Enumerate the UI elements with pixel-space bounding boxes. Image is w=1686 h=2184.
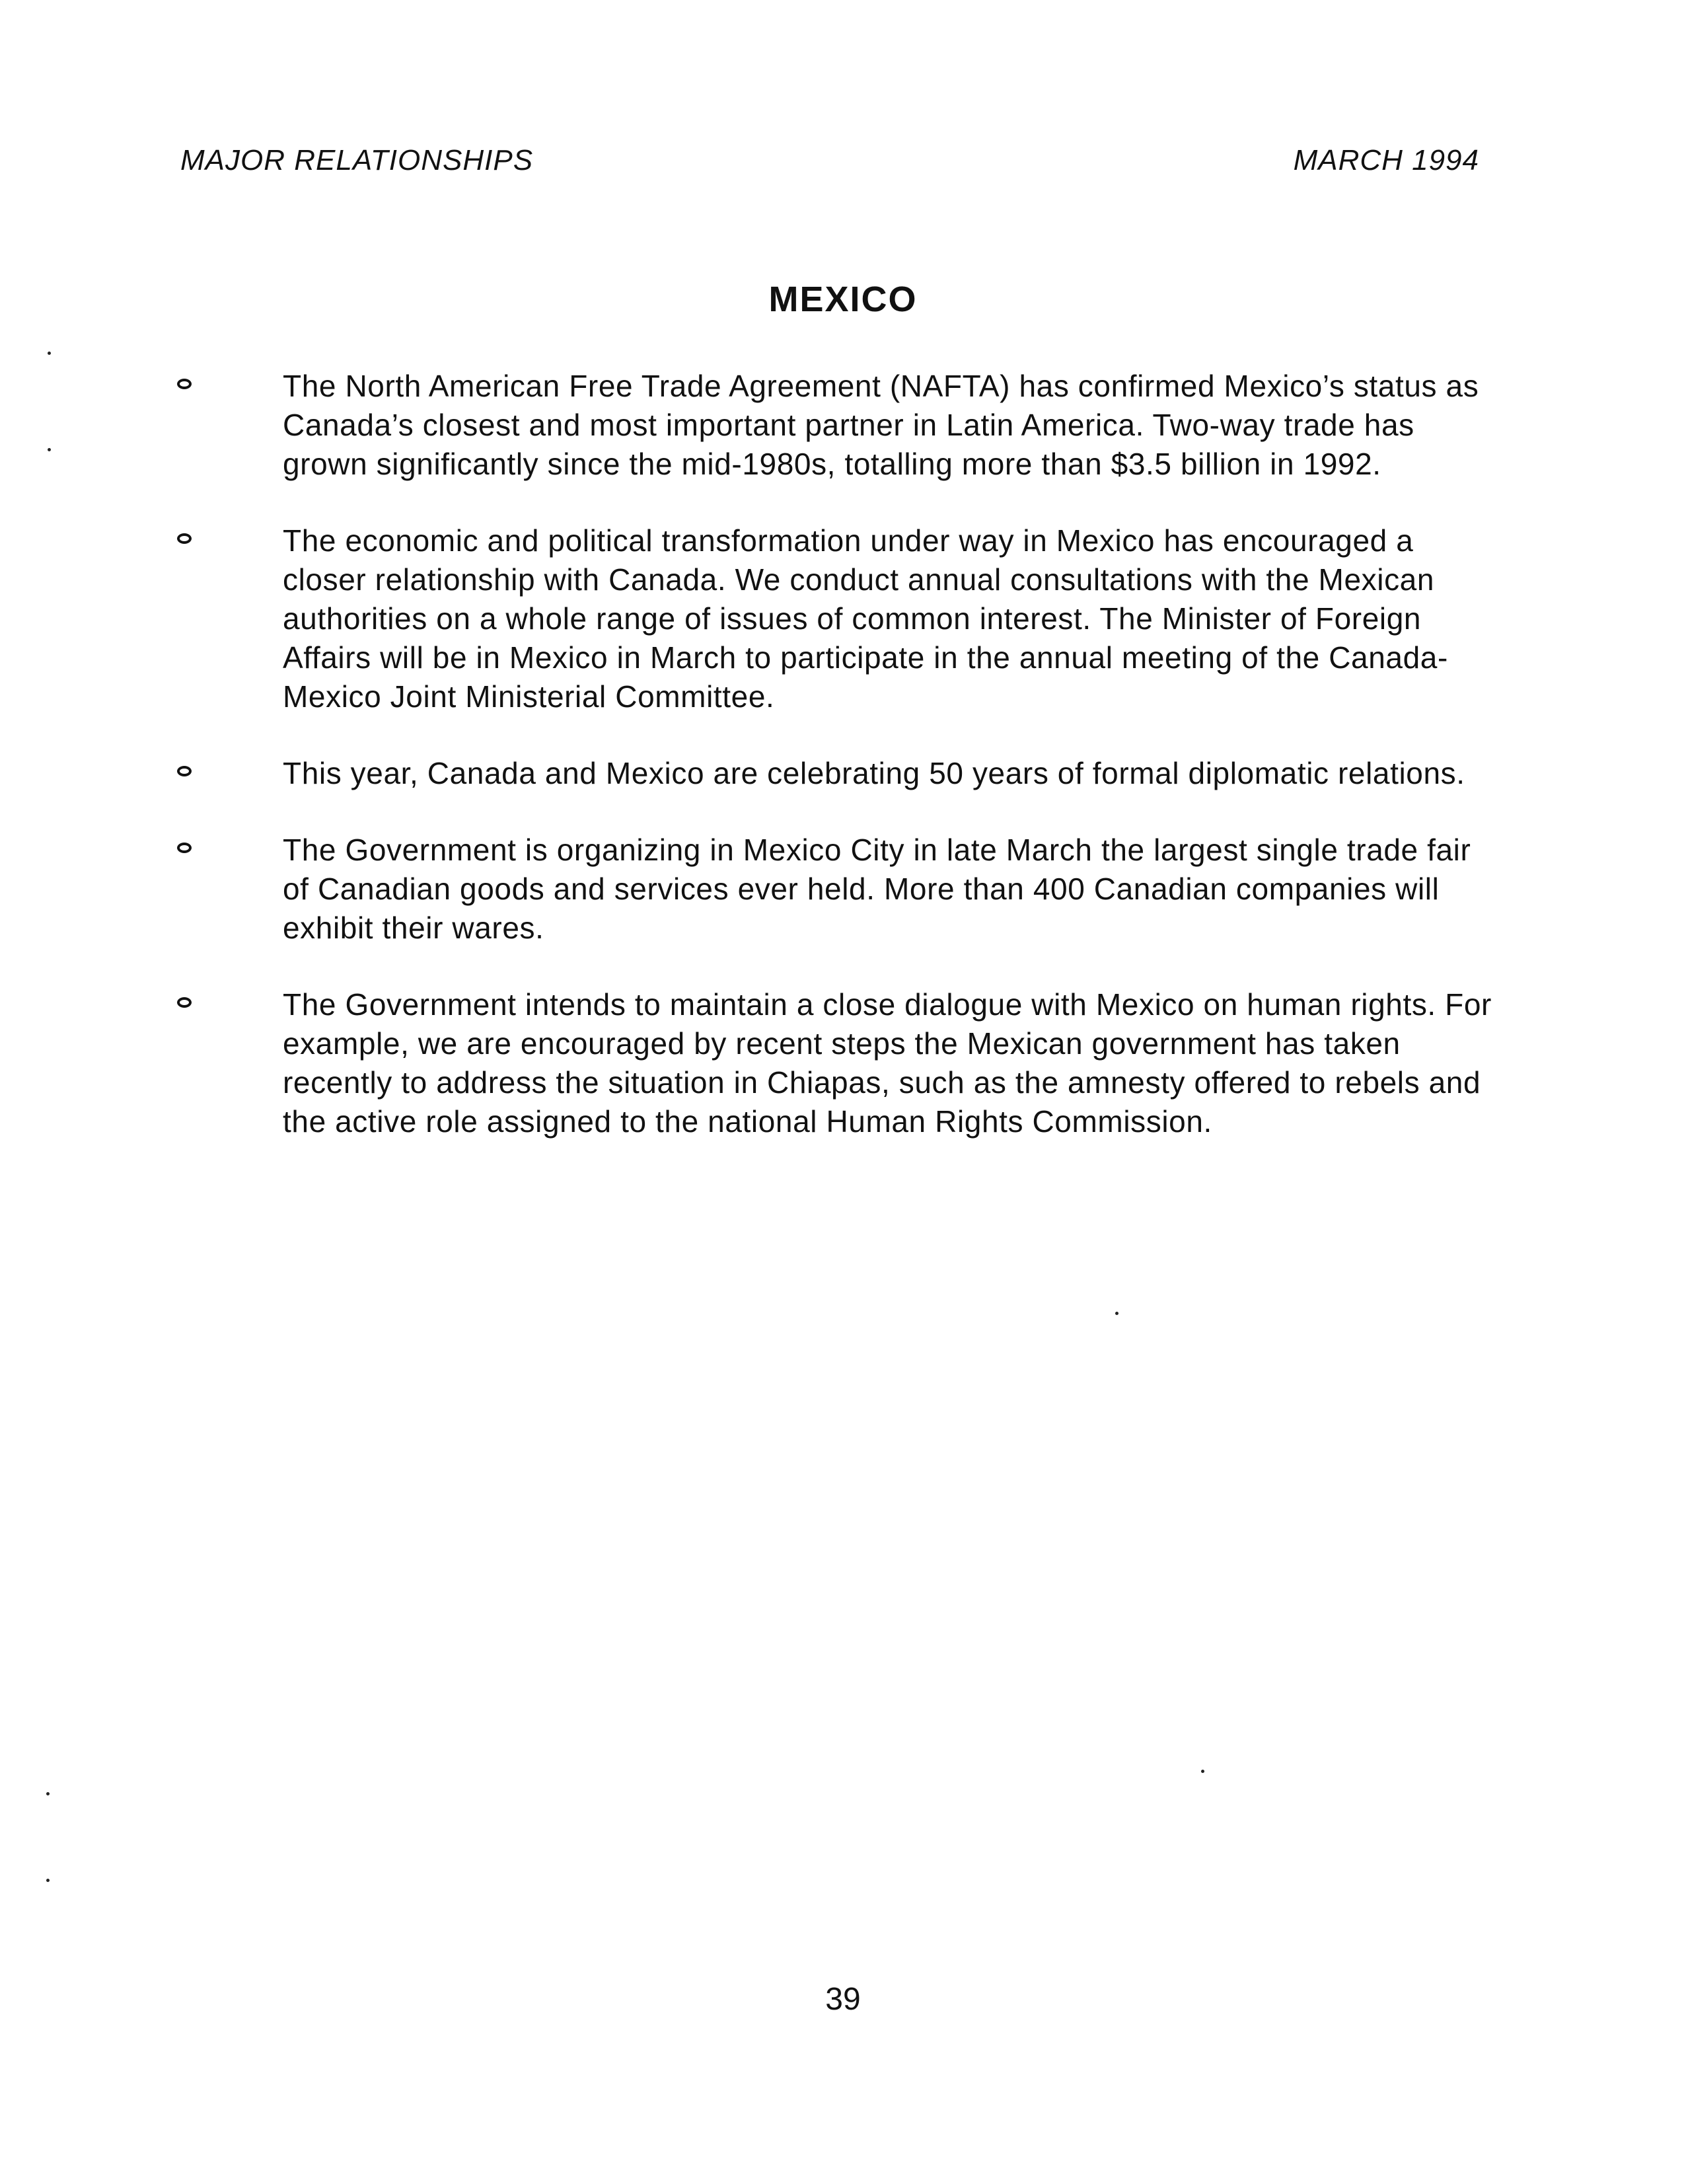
bullet-circle-icon <box>177 533 192 544</box>
bullet-item-nafta <box>0 367 1686 484</box>
scan-speck <box>1201 1770 1204 1773</box>
bullet-circle-icon <box>177 843 192 853</box>
running-header-left: MAJOR RELATIONSHIPS <box>180 144 534 176</box>
bullet-circle-icon <box>177 997 192 1008</box>
running-header-date: MARCH 1994 <box>1293 144 1479 176</box>
scan-speck <box>48 352 51 355</box>
bullet-list <box>0 367 1686 1179</box>
bullet-item-transformation <box>0 521 1686 716</box>
page-title: MEXICO <box>768 280 918 319</box>
scan-speck <box>48 448 51 451</box>
bullet-text: The economic and political transformation under way in Mexico has encouraged a closer relationship with Canada. We conduct annual consultations with the Mexican authorities on a whole range of issues of common interest. The Minister of Foreign Affairs will be in Mexico in March to participate in the annual meeting of the Canada-Mexico Joint Ministerial Committee. <box>283 523 1448 714</box>
scan-speck <box>46 1879 50 1882</box>
bullet-item-trade-fair <box>0 831 1686 948</box>
bullet-item-human-rights <box>0 985 1686 1141</box>
bullet-text: This year, Canada and Mexico are celebrating 50 years of formal diplomatic relations. <box>283 756 1465 790</box>
scan-speck <box>1115 1312 1118 1315</box>
bullet-text: The Government is organizing in Mexico City in late March the largest single trade fair of Canadian goods and services ever held. More than 400 Canadian companies will exhibit their wares. <box>283 833 1471 945</box>
bullet-item-anniversary <box>0 754 1686 793</box>
bullet-circle-icon <box>177 766 192 776</box>
bullet-circle-icon <box>177 379 192 389</box>
bullet-text: The Government intends to maintain a close dialogue with Mexico on human rights. For example, we are encouraged by recent steps the Mexican government has taken recently to address the situation in Chiapas, such as the amnesty offered to rebels and the active role assigned to the national Human Rights Commission. <box>283 987 1492 1139</box>
bullet-text: The North American Free Trade Agreement (NAFTA) has confirmed Mexico’s status as Canada’s closest and most important partner in Latin America. Two-way trade has grown significantly since the mid-1980s, totalling more than $3.5 billion in 1992. <box>283 369 1479 481</box>
scan-speck <box>46 1792 50 1795</box>
page-number: 39 <box>825 1982 861 2017</box>
